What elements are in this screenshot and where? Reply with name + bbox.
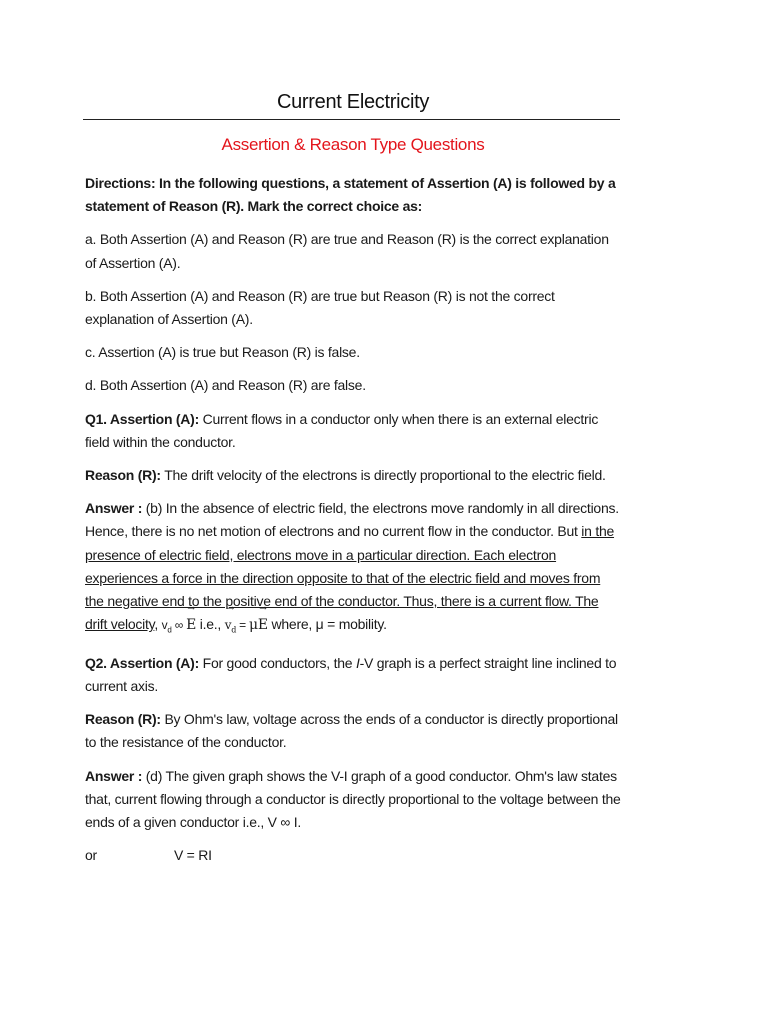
option-c: c. Assertion (A) is true but Reason (R) is false. [85,344,360,361]
drift-velocity-vector: → $v_d$ [225,614,236,642]
option-d: d. Both Assertion (A) and Reason (R) are false. [85,377,366,394]
equals-sign: = [236,618,250,633]
q2-reason-text: By Ohm's law, voltage across the ends of a conductor is directly proportional to the resistance of the conductor. [85,711,618,751]
electric-field-vector-2: → E [258,614,268,637]
electric-field-vector: → E [186,614,196,637]
ie-text: i.e., [196,616,225,633]
title-divider [83,119,620,120]
q2-assertion-text-1: For good conductors, the [199,654,356,671]
q1-reason-text: The drift velocity of the electrons is directly proportional to the electric field. [160,467,606,484]
q1-answer-underlined: in the presence of electric field, electrons move in a particular direction. Each electron experiences a force in the direction opposite to that of the electric field and moves from the negative end to the positive end of the conductor. Thus, there is a current flow. The drift velocity [85,523,615,633]
q1-reason [85,464,621,487]
q2-reason [85,708,621,754]
ohms-law-formula: V = RI [173,847,212,864]
q1-reason-label: Reason (R): [85,467,161,484]
q2-answer [85,765,621,835]
q1-assertion-text: Current flows in a conductor only when there is an external electric field within the conductor. [85,410,599,450]
q2-assertion-text-2: -V graph is a perfect straight line inclined to current axis. [85,654,617,695]
q1-answer-comma: , [154,616,162,633]
option-b: b. Both Assertion (A) and Reason (R) are true but Reason (R) is not the correct explanation of Assertion (A). [85,287,555,328]
mu-symbol: μ [249,617,258,634]
or-word: or [85,847,97,864]
q1-answer-label: Answer : [85,500,143,517]
q2-reason-label: Reason (R): [85,711,161,728]
page-title: Current Electricity [276,91,430,113]
q2-italic-i: I [355,654,360,671]
q1-assertion-label: Q1. Assertion (A): [85,410,199,427]
q2-answer-text: (d) The given graph shows the V-I graph of a good conductor. Ohm's law states that, current flowing through a conductor is directly proportional to the voltage between the ends of a given conductor i.e., V ∞ I. [85,767,621,831]
drift-velocity-symbol: $v_d$ [161,618,172,635]
q2-answer-label: Answer : [85,767,143,784]
mobility-text: where, μ = mobility. [267,616,387,633]
q1-answer-text: (b) In the absence of electric field, the electrons move randomly in all directions. Hence, there is no net motion of electrons and no current flow in the conductor. But [85,500,619,540]
section-subtitle: Assertion & Reason Type Questions [221,135,485,154]
document-page [85,88,621,867]
q2-assertion [85,652,621,698]
ohms-law-equation [85,844,621,867]
option-a: a. Both Assertion (A) and Reason (R) are true and Reason (R) is the correct explanation of Assertion (A). [85,231,609,271]
q1-assertion [85,408,621,454]
q1-answer [85,497,621,642]
q2-assertion-label: Q2. Assertion (A): [85,654,199,671]
proportional-symbol: ∞ [171,618,187,633]
directions-text: Directions: In the following questions, a statement of Assertion (A) is followed by a statement of Reason (R). Mark the correct choice as: [85,175,616,215]
